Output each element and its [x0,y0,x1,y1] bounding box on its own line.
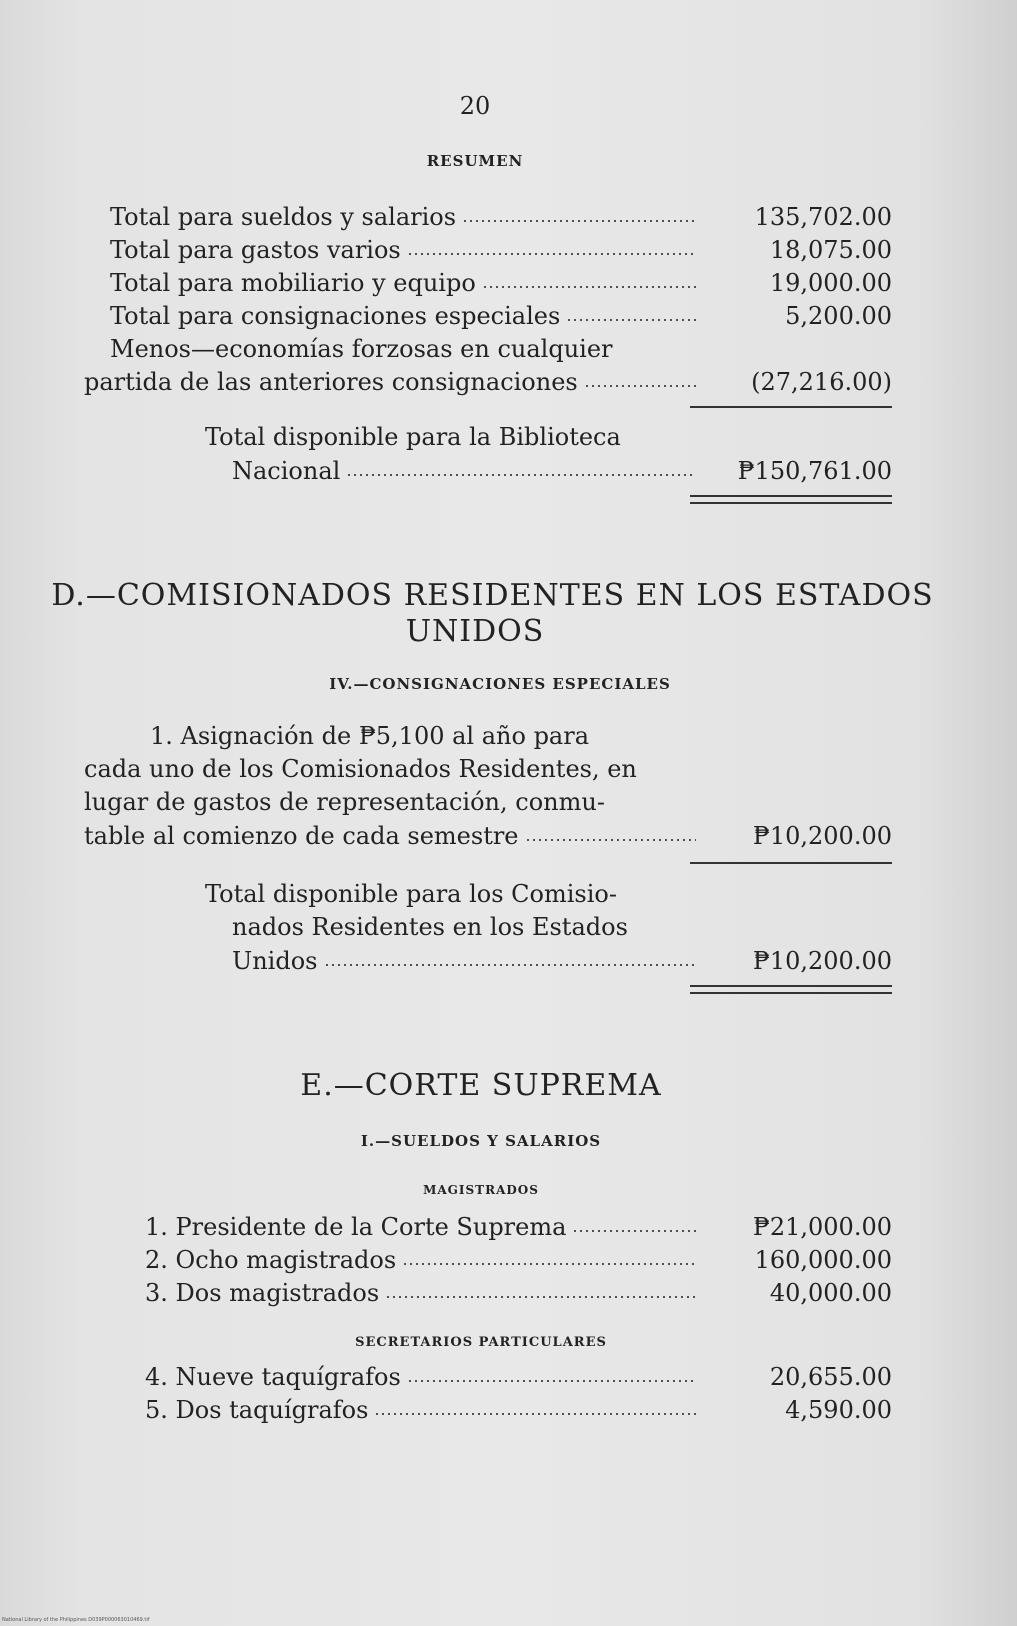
row-label: 5. Dos taquígrafos [145,1396,369,1424]
list-item [145,1245,892,1275]
row-label: partida de las anteriores consignaciones [84,368,578,396]
row-amount: ₱21,000.00 [752,1213,892,1241]
leader-dots [572,1229,696,1233]
section-d-subheading: IV.—CONSIGNACIONES ESPECIALES [329,675,671,693]
leader-dots [402,1262,696,1266]
menos-line-1 [110,334,690,364]
resumen-row [110,268,892,298]
item-line: cada uno de los Comisionados Residentes, en [84,755,637,783]
resumen-row [110,301,892,331]
total-line: nados Residentes en los Estados [232,913,628,941]
row-amount: 135,702.00 [754,203,892,231]
rule [690,406,892,408]
resumen-heading: RESUMEN [426,152,524,170]
menos-row [84,367,892,397]
item-row [84,821,892,851]
row-label: 2. Ocho magistrados [145,1246,397,1274]
total-text: Total disponible para la Biblioteca [205,423,621,451]
leader-dots [482,285,696,289]
row-label: 3. Dos magistrados [145,1279,380,1307]
leader-dots [346,473,696,477]
leader-dots [584,384,696,388]
menos-text: Menos—economías forzosas en cualquier [110,335,613,363]
row-amount: 40,000.00 [769,1279,892,1307]
row-amount: (27,216.00) [751,368,892,396]
double-rule [690,985,892,994]
leader-dots [374,1412,696,1416]
row-label: Total para mobiliario y equipo [110,269,476,297]
total-row [232,946,892,976]
row-amount: 20,655.00 [769,1363,892,1391]
scan-footer: National Library of the Philippines D039P000063010469.tif [2,1617,150,1623]
row-amount: ₱10,200.00 [752,822,892,850]
leader-dots [385,1295,696,1299]
row-amount: 18,075.00 [769,236,892,264]
leader-dots [525,838,696,842]
section-d-title: D.—COMISIONADOS RESIDENTES EN LOS ESTADOS [51,578,934,613]
total-row [232,456,892,486]
list-item [145,1212,892,1242]
item-line: 1. Asignación de ₱5,100 al año para [150,722,590,750]
row-amount: 160,000.00 [754,1246,892,1274]
page-number: 20 [459,92,491,120]
rule [690,862,892,864]
section-d-title-cont: UNIDOS [405,614,545,649]
row-label: 1. Presidente de la Corte Suprema [145,1213,567,1241]
resumen-row [110,235,892,265]
row-amount: 5,200.00 [785,302,892,330]
row-amount: ₱10,200.00 [752,947,892,975]
total-line: Total disponible para los Comisio- [205,880,617,908]
row-label: Total para gastos varios [110,236,401,264]
leader-dots [566,318,696,322]
leader-dots [324,963,697,967]
magistrados-heading: MAGISTRADOS [423,1183,539,1197]
leader-dots [462,219,696,223]
row-label: Unidos [232,947,318,975]
row-label: Total para sueldos y salarios [110,203,457,231]
section-e-title: E.—CORTE SUPREMA [300,1068,662,1103]
row-label: table al comienzo de cada semestre [84,822,519,850]
list-item [145,1278,892,1308]
row-label: Nacional [232,457,341,485]
list-item [145,1395,892,1425]
list-item [145,1362,892,1392]
item-line: lugar de gastos de representación, conmu- [84,788,605,816]
resumen-row [110,202,892,232]
row-label: 4. Nueve taquígrafos [145,1363,401,1391]
row-amount: ₱150,761.00 [737,457,892,485]
secretarios-heading: SECRETARIOS PARTICULARES [355,1335,607,1350]
row-label: Total para consignaciones especiales [110,302,561,330]
leader-dots [407,1379,696,1383]
leader-dots [407,252,696,256]
total-line-1 [205,422,685,452]
section-e-subheading: I.—SUELDOS Y SALARIOS [360,1132,602,1150]
double-rule [690,495,892,504]
row-amount: 19,000.00 [769,269,892,297]
row-amount: 4,590.00 [785,1396,892,1424]
